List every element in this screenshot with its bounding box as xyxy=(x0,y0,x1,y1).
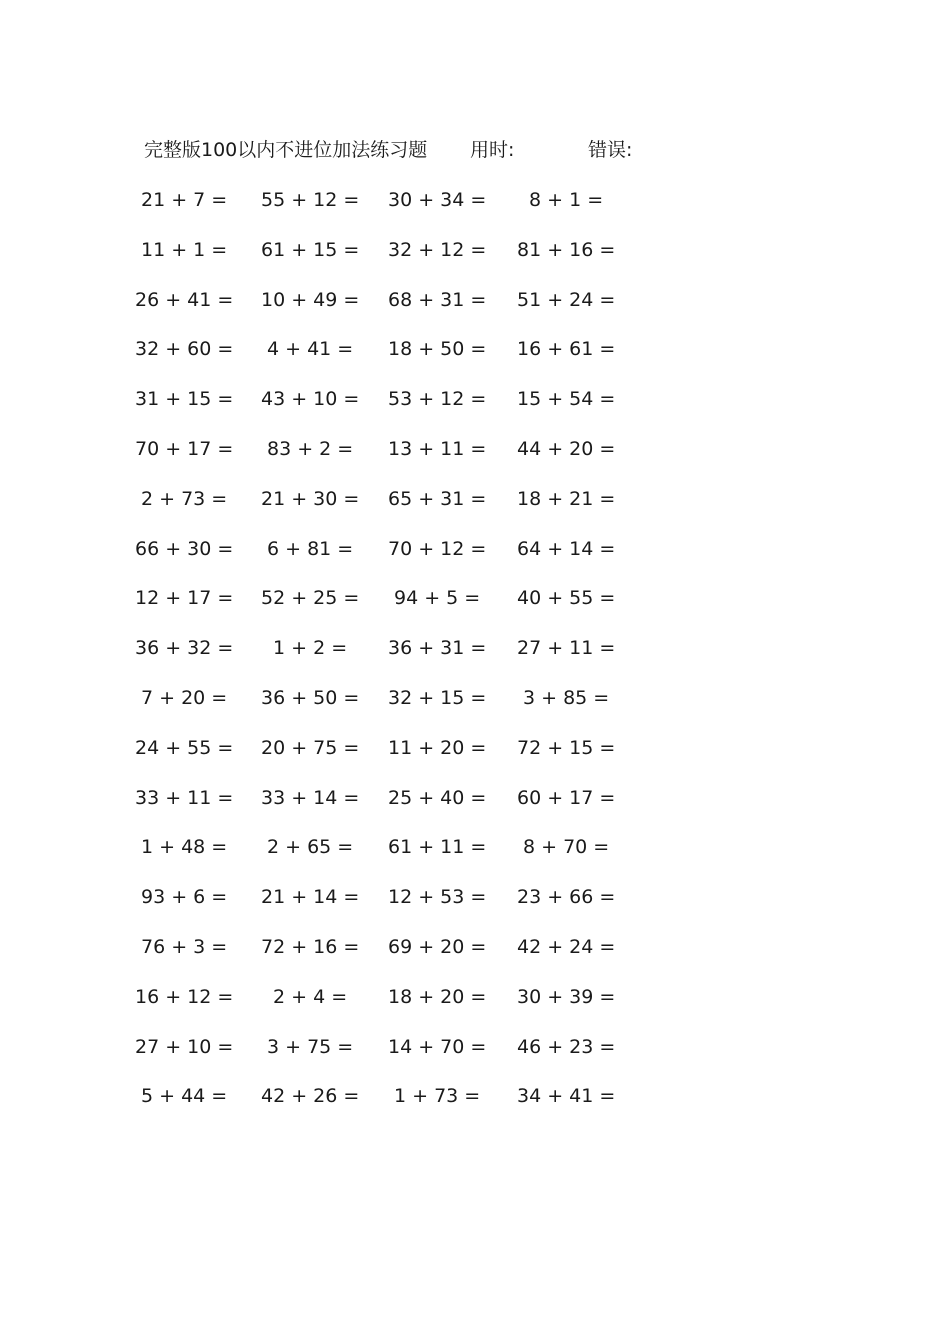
problem-item: 30 + 34 = xyxy=(388,189,487,211)
problem-item: 1 + 48 = xyxy=(141,836,228,859)
problem-item: 2 + 73 = xyxy=(141,487,228,510)
problem-item: 33 + 14 = xyxy=(261,786,360,809)
problem-item: 21 + 7 = xyxy=(141,189,228,211)
problem-item: 66 + 30 = xyxy=(135,537,234,560)
problem-item: 24 + 55 = xyxy=(135,736,234,759)
problem-item: 60 + 17 = xyxy=(517,786,616,809)
problem-item: 76 + 3 = xyxy=(141,936,228,958)
problem-item: 44 + 20 = xyxy=(517,438,616,460)
problem-item: 21 + 14 = xyxy=(261,886,360,909)
problem-item: 36 + 31 = xyxy=(388,637,487,660)
problem-item: 8 + 70 = xyxy=(523,836,610,859)
problem-item: 3 + 85 = xyxy=(523,687,610,709)
problem-item: 7 + 20 = xyxy=(141,687,228,709)
problem-item: 68 + 31 = xyxy=(388,288,487,311)
problem-item: 13 + 11 = xyxy=(388,438,487,460)
problem-item: 16 + 12 = xyxy=(135,985,234,1008)
problem-item: 70 + 12 = xyxy=(388,537,487,560)
problem-item: 23 + 66 = xyxy=(517,886,616,909)
problem-item: 12 + 53 = xyxy=(388,886,487,909)
problem-item: 36 + 50 = xyxy=(261,687,360,709)
problem-item: 43 + 10 = xyxy=(261,388,360,411)
problem-item: 27 + 10 = xyxy=(135,1035,234,1058)
problem-item: 46 + 23 = xyxy=(517,1035,616,1058)
problem-item: 40 + 55 = xyxy=(517,587,616,610)
problem-item: 10 + 49 = xyxy=(261,288,360,311)
problem-item: 52 + 25 = xyxy=(261,587,360,610)
problem-item: 6 + 81 = xyxy=(267,537,354,560)
problem-item: 61 + 15 = xyxy=(261,238,360,261)
problem-item: 53 + 12 = xyxy=(388,388,487,411)
problem-item: 1 + 2 = xyxy=(273,637,348,660)
problem-item: 81 + 16 = xyxy=(517,238,616,261)
problem-item: 33 + 11 = xyxy=(135,786,234,809)
problem-item: 2 + 65 = xyxy=(267,836,354,859)
problem-item: 25 + 40 = xyxy=(388,786,487,809)
problem-item: 42 + 26 = xyxy=(261,1085,360,1108)
problem-item: 18 + 50 = xyxy=(388,338,487,361)
problem-item: 30 + 39 = xyxy=(517,985,616,1008)
problem-item: 69 + 20 = xyxy=(388,936,487,958)
problem-item: 32 + 15 = xyxy=(388,687,487,709)
problem-item: 15 + 54 = xyxy=(517,388,616,411)
problem-item: 36 + 32 = xyxy=(135,637,234,660)
problem-item: 34 + 41 = xyxy=(517,1085,616,1108)
problem-item: 20 + 75 = xyxy=(261,736,360,759)
problem-item: 11 + 20 = xyxy=(388,736,487,759)
problem-item: 27 + 11 = xyxy=(517,637,616,660)
problem-item: 65 + 31 = xyxy=(388,487,487,510)
problem-item: 21 + 30 = xyxy=(261,487,360,510)
problem-item: 3 + 75 = xyxy=(267,1035,354,1058)
problem-item: 72 + 16 = xyxy=(261,936,360,958)
worksheet-title: 完整版100以内不进位加法练习题 xyxy=(144,139,428,161)
problem-item: 64 + 14 = xyxy=(517,537,616,560)
problem-item: 51 + 24 = xyxy=(517,288,616,311)
problem-item: 93 + 6 = xyxy=(141,886,228,909)
problem-item: 70 + 17 = xyxy=(135,438,234,460)
error-label: 错误: xyxy=(588,139,633,161)
problem-item: 4 + 41 = xyxy=(267,338,354,361)
problem-item: 5 + 44 = xyxy=(141,1085,228,1108)
time-label: 用时: xyxy=(470,139,515,161)
problem-item: 18 + 20 = xyxy=(388,985,487,1008)
problem-item: 8 + 1 = xyxy=(529,189,604,211)
problem-item: 94 + 5 = xyxy=(394,587,481,610)
problem-item: 55 + 12 = xyxy=(261,189,360,211)
problem-item: 42 + 24 = xyxy=(517,936,616,958)
problem-item: 31 + 15 = xyxy=(135,388,234,411)
problem-item: 26 + 41 = xyxy=(135,288,234,311)
problem-item: 83 + 2 = xyxy=(267,438,354,460)
problem-item: 2 + 4 = xyxy=(273,985,348,1008)
problem-item: 61 + 11 = xyxy=(388,836,487,859)
problem-item: 14 + 70 = xyxy=(388,1035,487,1058)
problem-item: 12 + 17 = xyxy=(135,587,234,610)
problem-item: 1 + 73 = xyxy=(394,1085,481,1108)
problem-item: 18 + 21 = xyxy=(517,487,616,510)
problem-item: 32 + 60 = xyxy=(135,338,234,361)
problem-item: 72 + 15 = xyxy=(517,736,616,759)
problem-item: 16 + 61 = xyxy=(517,338,616,361)
problem-item: 11 + 1 = xyxy=(141,238,228,261)
problem-item: 32 + 12 = xyxy=(388,238,487,261)
